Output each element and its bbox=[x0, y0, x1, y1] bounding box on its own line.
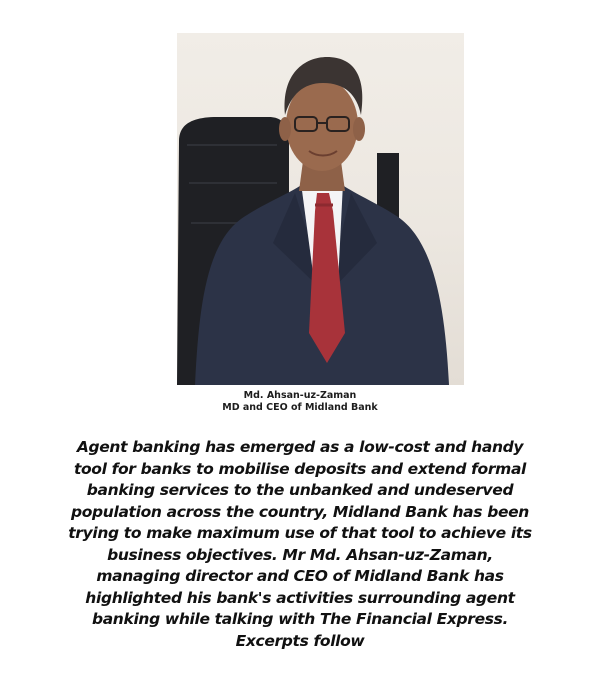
intro-line: managing director and CEO of Midland Bank has bbox=[96, 567, 504, 585]
portrait-photo bbox=[177, 33, 464, 385]
intro-line: Excerpts follow bbox=[235, 631, 365, 650]
caption-title: MD and CEO of Midland Bank bbox=[222, 402, 378, 413]
intro-paragraph bbox=[20, 437, 580, 652]
intro-line: banking while talking with The Financial Express. bbox=[91, 610, 509, 628]
intro-line: banking services to the unbanked and undeserved bbox=[86, 481, 514, 499]
intro-line: population across the country, Midland Bank has been bbox=[71, 502, 529, 521]
intro-line: highlighted his bank's activities surrounding agent bbox=[85, 588, 515, 607]
intro-line: tool for banks to mobilise deposits and extend formal bbox=[73, 459, 527, 478]
intro-line: trying to make maximum use of that tool to achieve its bbox=[68, 524, 532, 542]
intro-line: Agent banking has emerged as a low-cost and handy bbox=[76, 438, 524, 456]
intro-line: business objectives. Mr Md. Ahsan-uz-Zaman, bbox=[107, 545, 493, 564]
photo-caption bbox=[0, 390, 600, 414]
portrait-illustration bbox=[177, 33, 464, 385]
caption-name: Md. Ahsan-uz-Zaman bbox=[243, 390, 357, 401]
